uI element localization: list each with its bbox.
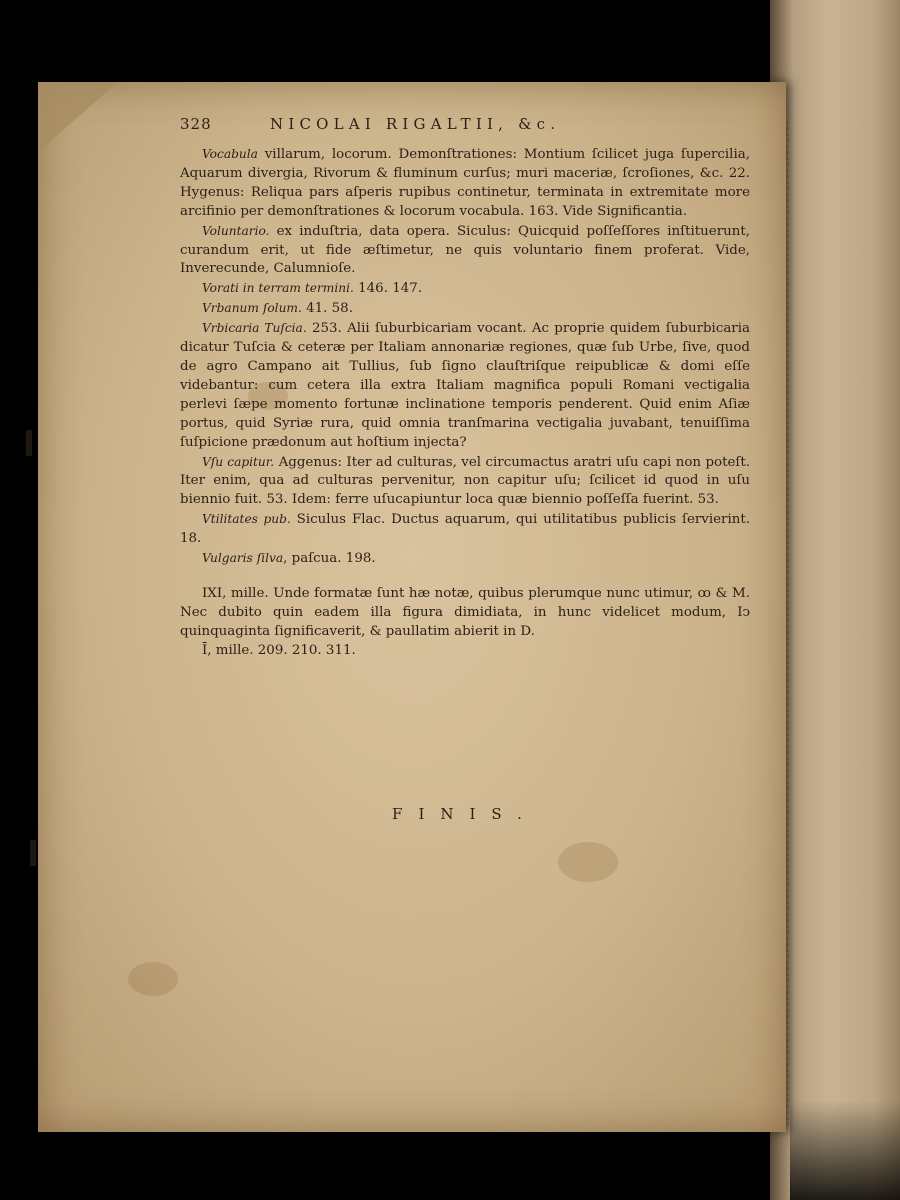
entry-text: 253. Alii ſuburbicariam vocant. Ac proprie quidem ſuburbicaria dicatur Tuſcia & ceteræ per Italiam annonariæ regiones, quæ ſub Urbe, ſive, quod de agro Campano ait Tullius, ſub ſigno clauſtriſque reipublicæ & domi eſſe videbantur: cum cetera illa extra Italiam magnifica populi Romani vectigalia perlevi ſæpe momento fortunæ inclinatione temporis penderent. Quid enim Aſiæ portus, quid Syriæ rura, quid omnia tranſmarina vectigalia juvabant, tenuiſſima ſuſpicione prædonum aut hoſtium injecta?: [180, 321, 750, 450]
entry-text: , paſcua. 198.: [283, 551, 376, 567]
entry-text: ex induſtria, data opera. Siculus: Quicquid poſſeſſores inſtituerunt, curandum erit, ut fide æſtimetur, ne quis voluntario finem proferat. Vide, Inverecunde, Calumnioſe.: [180, 223, 750, 277]
entry-text: IXI, mille. Unde formatæ ſunt hæ notæ, quibus plerumque nunc utimur, ꝏ & M. Nec dubito quin eadem illa figura dimidiata, in hunc videlicet modum, Iↄ quinquaginta ſignificaverit, & paullatim abierit in D.: [180, 585, 750, 639]
entry-text: villarum, locorum. Demonſtrationes: Montium ſcilicet juga ſupercilia, Aquarum divergia, Rivorum & fluminum curſus; muri maceriæ, ſcroſiones, &c. 22. Hygenus: Reliqua pars aſperis rupibus continetur, terminata in extremitate more arcifinio per demonſtrationes & locorum vocabula. 163. Vide Significantia.: [180, 147, 750, 219]
page-number: 328: [180, 115, 212, 133]
entry-lemma: Vocabula: [202, 147, 258, 161]
page-text: [180, 115, 750, 823]
index-entry: [180, 222, 750, 280]
entry-text: Aggenus: Iter ad culturas, vel circumactus aratri uſu capi non poteſt. Iter enim, qua ad culturas pervenitur, non capitur uſu; ſcilicet id quod in uſu biennio fuit. 53. Idem: ferre uſucapiuntur loca quæ biennio poſſeſſa fuerint. 53.: [180, 454, 750, 508]
index-entry: [180, 510, 750, 549]
entry-text: Siculus Flac. Ductus aquarum, qui utilitatibus publicis ſervierint. 18.: [180, 512, 750, 547]
running-head: [180, 115, 750, 139]
entry-lemma: Vtilitates pub.: [202, 512, 291, 527]
index-entry: [180, 299, 750, 319]
entry-text: Ī, mille. 209. 210. 311.: [202, 642, 356, 658]
index-entry: [180, 642, 750, 661]
entry-text: 41. 58.: [301, 301, 353, 317]
index-entry: [180, 279, 750, 299]
entry-lemma: Vrbicaria Tuſcia.: [202, 321, 307, 336]
foxing-spot: [128, 962, 178, 996]
index-entry: [180, 319, 750, 452]
index-entries: [180, 145, 750, 569]
running-title: NICOLAI RIGALTII, &c.: [270, 115, 561, 133]
section-gap: [180, 569, 750, 585]
finis-line: FINIS.: [392, 805, 538, 823]
entry-lemma: Vulgaris ſilva: [202, 551, 284, 566]
edge-mark: [26, 430, 32, 456]
numeral-entries: [180, 585, 750, 661]
leaf-shadow: [790, 1100, 900, 1200]
next-leaf: [770, 0, 900, 1200]
index-entry: [180, 549, 750, 569]
index-entry: [180, 585, 750, 642]
dog-ear-fold: [38, 82, 118, 152]
entry-text: 146. 147.: [353, 281, 423, 297]
entry-lemma: Voluntario.: [202, 223, 270, 238]
foxing-spot: [558, 842, 618, 882]
index-entry: [180, 453, 750, 511]
entry-lemma: Vſu capitur.: [202, 454, 275, 469]
entry-lemma: Vrbanum ſolum.: [202, 301, 302, 316]
index-entry: [180, 145, 750, 222]
edge-mark: [30, 840, 36, 866]
entry-lemma: Vorati in terram termini.: [202, 281, 354, 296]
